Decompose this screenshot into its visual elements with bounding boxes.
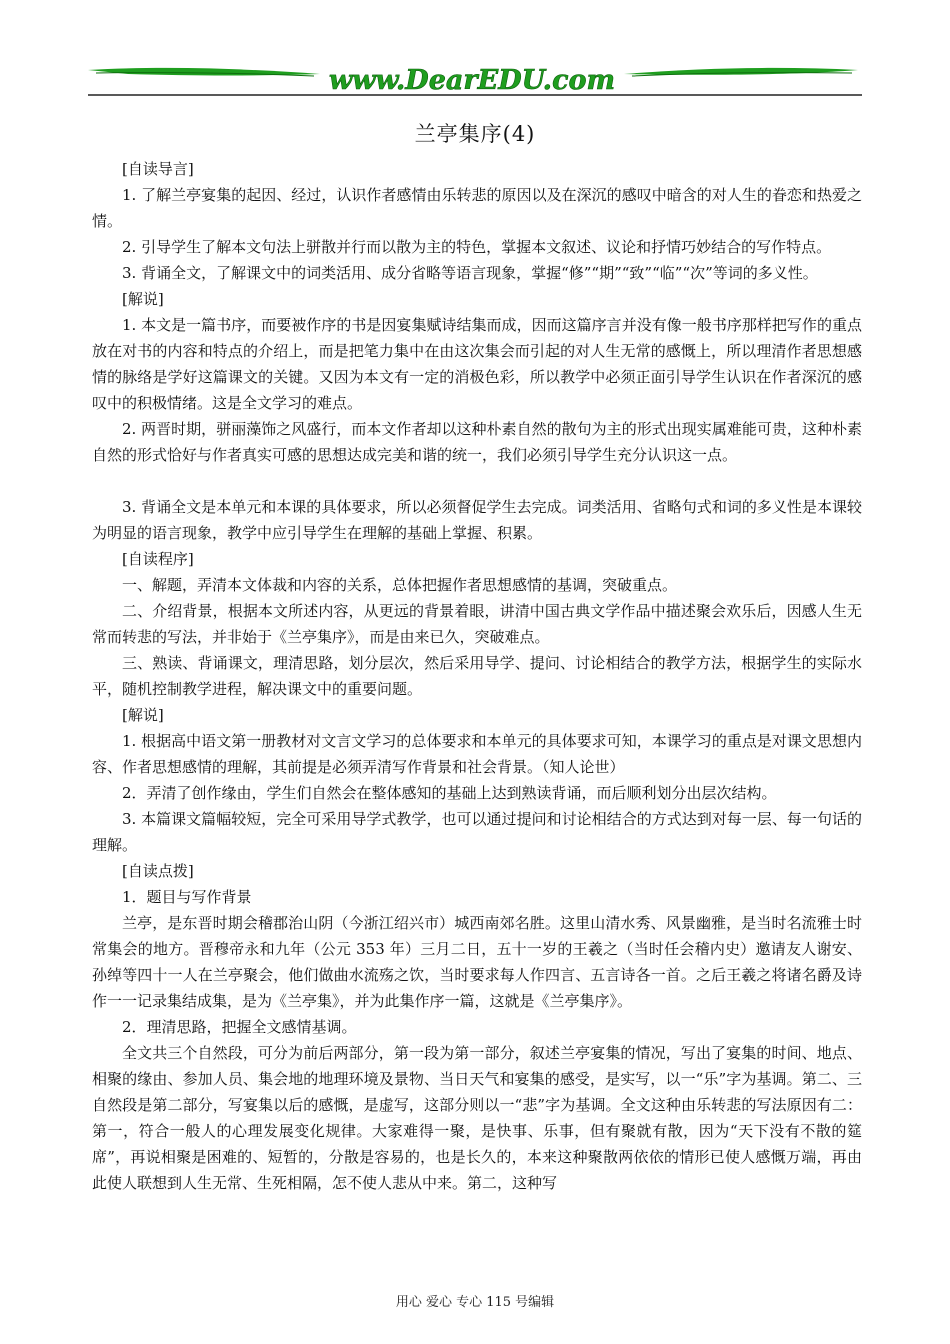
section-heading: [解说]	[122, 290, 164, 308]
site-logo	[88, 64, 862, 96]
paragraph: 1. 本文是一篇书序，而要被作序的书是因宴集赋诗结集而成，因而这篇序言并没有像一般书序那样把写作的重点放在对书的内容和特点的介绍上，而是把笔力集中在由这次集会而引起的对人生无常的感慨上，所以理清作者思想感情的脉络是学好这篇课文的关键。又因为本文有一定的消极色彩，所以教学中必须正面引导学生认识在作者深沉的感叹中的积极情绪。这是全文学习的难点。	[92, 316, 862, 412]
paragraph: 一、解题，弄清本文体裁和内容的关系，总体把握作者思想感情的基调，突破重点。	[122, 576, 678, 594]
paragraph: 1. 根据高中语文第一册教材对文言文学习的总体要求和本单元的具体要求可知，本课学习的重点是对课文思想内容、作者思想感情的理解，其前提是必须弄清写作背景和社会背景。（知人论世）	[92, 732, 862, 776]
section-heading: [解说]	[122, 706, 164, 724]
paragraph: 2. 引导学生了解本文句法上骈散并行而以散为主的特色，掌握本文叙述、议论和抒情巧妙结合的写作特点。	[122, 238, 832, 256]
page-footer: 用心 爱心 专心 115 号编辑	[395, 1295, 555, 1310]
section-heading: [自读导言]	[122, 160, 194, 178]
paragraph: 兰亭，是东晋时期会稽郡治山阴（今浙江绍兴市）城西南郊名胜。这里山清水秀、风景幽雅，是当时名流雅士时常集会的地方。晋穆帝永和九年（公元 353 年）三月二日，五十一岁的王羲之（当时任会稽内史）邀请友人谢安、孙绰等四十一人在兰亭聚会，他们做曲水流殇之饮，当时要求每人作四言、五言诗各一首。之后王羲之将诸名爵及诗作一一记录集结成集，是为《兰亭集》，并为此集作序一篇，这就是《兰亭集序》。	[92, 914, 862, 1010]
paragraph: 全文共三个自然段，可分为前后两部分，第一段为第一部分，叙述兰亭宴集的情况，写出了宴集的时间、地点、相聚的缘由、参加人员、集会地的地理环境及景物、当日天气和宴集的感受，是实写，以一“乐”字为基调。第二、三自然段是第二部分，写宴集以后的感慨，是虚写，这部分则以一“悲”字为基调。全文这种由乐转悲的写法原因有二：第一，符合一般人的心理发展变化规律。大家难得一聚，是快事、乐事，但有聚就有散，因为“天下没有不散的筵席”，再说相聚是困难的、短暂的，分散是容易的，也是长久的，本来这种聚散两依依的情形已使人感慨万端，再由此使人联想到人生无常、生死相隔，怎不使人悲从中来。第二，这种写	[92, 1044, 862, 1192]
section-heading: [自读程序]	[122, 550, 194, 568]
document-title: 兰亭集序(4)	[414, 122, 536, 146]
section-heading: [自读点拨]	[122, 862, 194, 880]
paragraph: 2. 两晋时期，骈丽藻饰之风盛行，而本文作者却以这种朴素自然的散句为主的形式出现实属难能可贵，这种朴素自然的形式恰好与作者真实可感的思想达成完美和谐的统一，我们必须引导学生充分认识这一点。	[92, 420, 862, 464]
paragraph: 三、熟读、背诵课文，理清思路，划分层次，然后采用导学、提问、讨论相结合的教学方法，根据学生的实际水平，随机控制教学进程，解决课文中的重要问题。	[92, 654, 862, 698]
paragraph: 1. 了解兰亭宴集的起因、经过，认识作者感情由乐转悲的原因以及在深沉的感叹中暗含的对人生的眷恋和热爱之情。	[92, 186, 862, 230]
paragraph: 3. 本篇课文篇幅较短，完全可采用导学式教学，也可以通过提问和讨论相结合的方式达到对每一层、每一句话的理解。	[92, 810, 862, 854]
right-leaf-swoosh	[624, 68, 858, 75]
paragraph: 3. 背诵全文是本单元和本课的具体要求，所以必须督促学生去完成。词类活用、省略句式和词的多义性是本课较为明显的语言现象，教学中应引导学生在理解的基础上掌握、积累。	[92, 498, 862, 542]
header-banner	[88, 64, 862, 96]
paragraph: 二、介绍背景，根据本文所述内容，从更远的背景着眼，讲清中国古典文学作品中描述聚会欢乐后，因感人生无常而转悲的写法，并非始于《兰亭集序》，而是由来已久，突破难点。	[92, 602, 862, 646]
paragraph: 3. 背诵全文，了解课文中的词类活用、成分省略等语言现象，掌握“修”“期”“致”“临”“次”等词的多义性。	[122, 264, 818, 282]
subheading: 2．理清思路，把握全文感情基调。	[122, 1018, 357, 1036]
document-body	[92, 156, 862, 1196]
paragraph: 2．弄清了创作缘由，学生们自然会在整体感知的基础上达到熟读背诵，而后顺利划分出层次结构。	[122, 784, 777, 802]
subheading: 1．题目与写作背景	[122, 888, 252, 906]
logo-text: www.DearEDU.com	[328, 65, 616, 96]
